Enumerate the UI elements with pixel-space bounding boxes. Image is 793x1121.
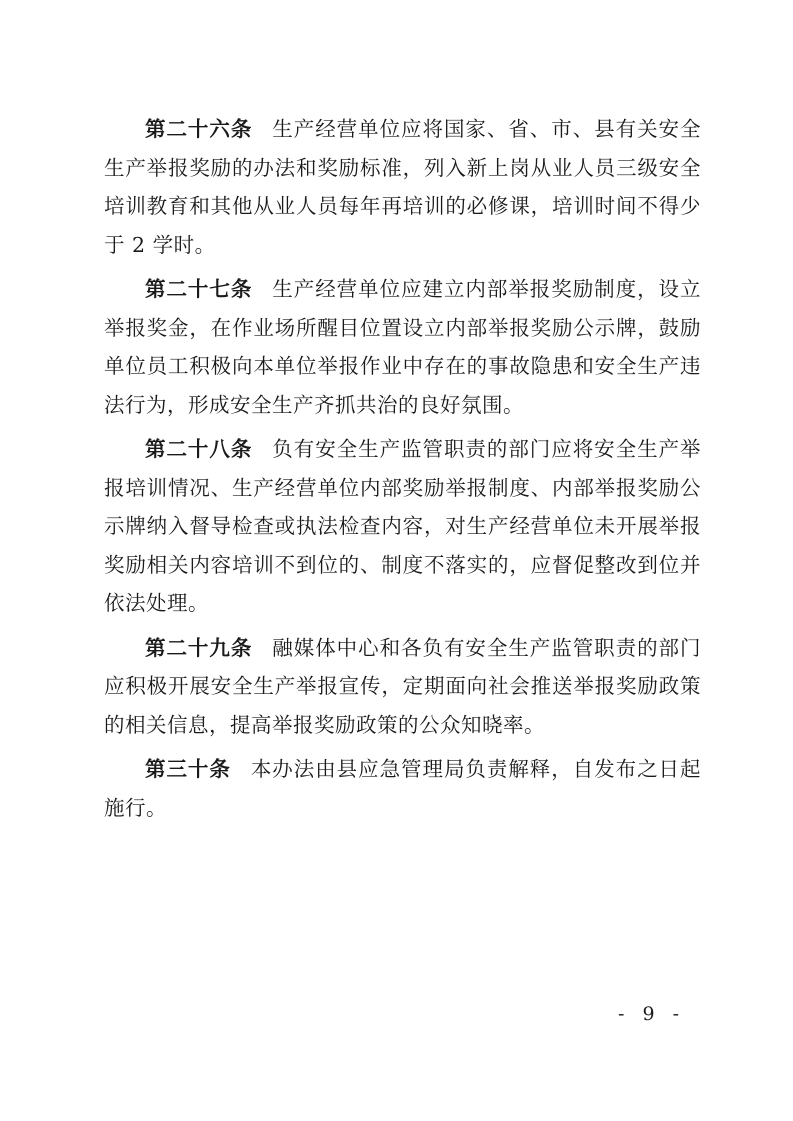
article-29: [104, 629, 701, 745]
article-text: 负有安全生产监管职责的部门应将安全生产举报培训情况、生产经营单位内部奖励举报制度、内部举报奖励公示牌纳入督导检查或执法检查内容，对生产经营单位未开展举报奖励相关内容培训不到位的、制度不落实的，应督促整改到位并依法处理。: [104, 437, 702, 615]
article-27: [104, 270, 701, 424]
article-title: 第二十九条: [145, 635, 253, 660]
article-title: 第二十七条: [145, 277, 253, 301]
article-28: [104, 430, 701, 623]
page-number: - 9 -: [617, 1003, 685, 1025]
article-26: [104, 110, 701, 264]
article-text: 生产经营单位应建立内部举报奖励制度，设立举报奖金，在作业场所醒目位置设立内部举报奖励公示牌，鼓励单位员工积极向本单位举报作业中存在的事故隐患和安全生产违法行为，形成安全生产齐抓共治的良好氛围。: [104, 277, 702, 417]
article-title: 第二十六条: [145, 117, 253, 141]
article-text: 融媒体中心和各负有安全生产监管职责的部门应积极开展安全生产举报宣传，定期面向社会推送举报奖励政策的相关信息，提高举报奖励政策的公众知晓率。: [104, 635, 702, 737]
article-title: 第二十八条: [145, 437, 253, 461]
article-title: 第三十条: [145, 757, 231, 781]
article-30: [104, 750, 701, 827]
document-body: [104, 110, 701, 833]
article-text: 生产经营单位应将国家、省、市、县有关安全生产举报奖励的办法和奖励标准，列入新上岗从业人员三级安全培训教育和其他从业人员每年再培训的必修课，培训时间不得少于 2 学时。: [104, 117, 702, 257]
article-text: 本办法由县应急管理局负责解释，自发布之日起施行。: [104, 757, 702, 820]
